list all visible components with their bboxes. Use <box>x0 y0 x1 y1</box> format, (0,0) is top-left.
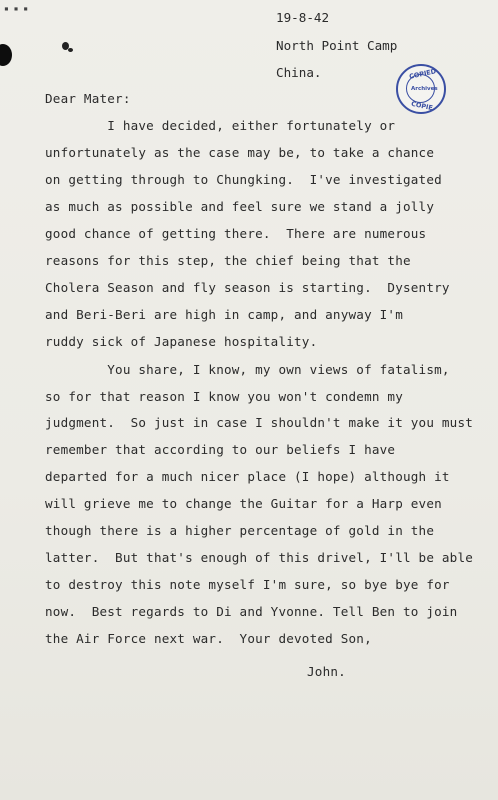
body-line: unfortunately as the case may be, to take a chance <box>45 145 435 160</box>
body-line: good chance of getting there. There are numerous <box>45 226 427 241</box>
body-line: You share, I know, my own views of fatalism, <box>45 362 450 377</box>
letter-date: 19-8-42 <box>276 10 330 25</box>
signature: John. <box>307 664 346 679</box>
salutation: Dear Mater: <box>45 91 131 106</box>
body-line: will grieve me to change the Guitar for a Harp even <box>45 496 442 511</box>
letter-location: North Point Camp <box>276 38 398 53</box>
body-line: so for that reason I know you won't condemn my <box>45 389 403 404</box>
body-line: to destroy this note myself I'm sure, so bye bye for <box>45 577 450 592</box>
body-line: reasons for this step, the chief being that the <box>45 253 411 268</box>
body-line: ruddy sick of Japanese hospitality. <box>45 334 318 349</box>
corner-marks: ▪ ▪ ▪ <box>4 4 29 13</box>
stamp-top-text: COPIED <box>408 67 437 81</box>
ink-speck <box>68 48 73 52</box>
stamp-bottom-text: COPIE <box>410 99 434 113</box>
body-line: judgment. So just in case I shouldn't make it you must <box>45 415 474 430</box>
body-line: Cholera Season and fly season is starting. Dysentry <box>45 280 450 295</box>
body-line: departed for a much nicer place (I hope) although it <box>45 469 450 484</box>
archives-stamp <box>396 64 446 114</box>
body-line: now. Best regards to Di and Yvonne. Tell Ben to join <box>45 604 458 619</box>
body-line: as much as possible and feel sure we stand a jolly <box>45 199 435 214</box>
stamp-middle-text: Archives <box>411 86 438 92</box>
letter-country: China. <box>276 65 322 80</box>
punch-hole <box>0 44 12 66</box>
body-line: latter. But that's enough of this drivel, I'll be able <box>45 550 474 565</box>
body-line: on getting through to Chungking. I've investigated <box>45 172 442 187</box>
body-line: though there is a higher percentage of gold in the <box>45 523 435 538</box>
body-line: I have decided, either fortunately or <box>45 118 396 133</box>
body-line: and Beri-Beri are high in camp, and anyway I'm <box>45 307 403 322</box>
body-line: remember that according to our beliefs I have <box>45 442 396 457</box>
body-line: the Air Force next war. Your devoted Son, <box>45 631 372 646</box>
